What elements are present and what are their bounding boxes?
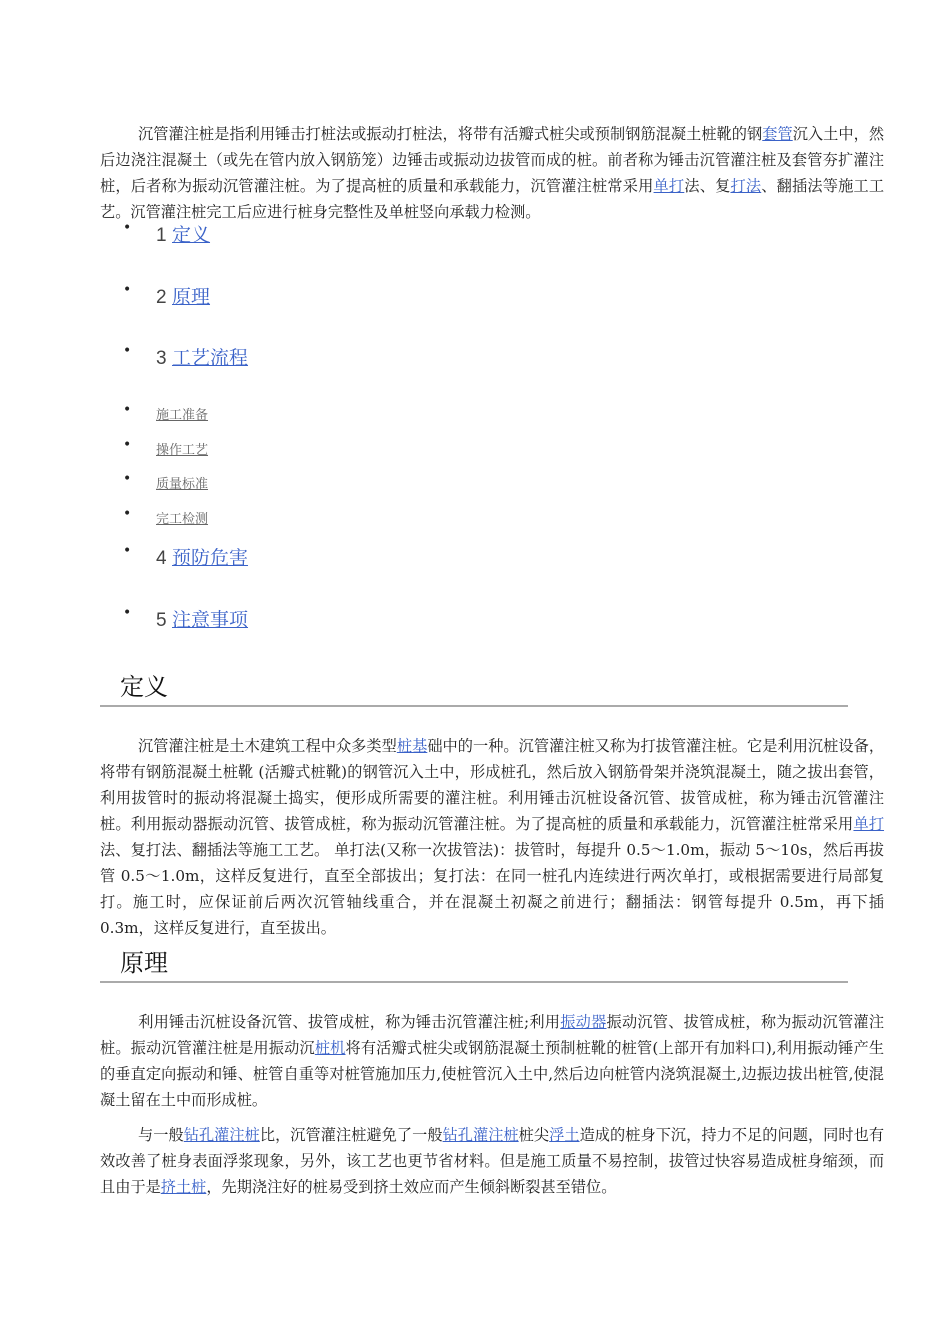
- bullet-icon: •: [123, 282, 132, 298]
- link-drive-method[interactable]: 打法: [730, 177, 762, 195]
- link-bored-pile[interactable]: 钻孔灌注桩: [442, 1126, 519, 1144]
- intro-paragraph: 沉管灌注桩是指利用锤击打桩法或振动打桩法，将带有活瓣式桩尖或预制钢筋混凝土桩靴的钢套管沉入土中，然后边浇注混凝土（或先在管内放入钢筋笼）边锤击或振动边拔管而成的桩。前者称为锤击沉管灌注桩及套管夯扩灌注桩，后者称为振动沉管灌注桩。为了提高桩的质量和承载能力，沉管灌注桩常采用单打法、复打法、翻插法等施工工艺。沉管灌注桩完工后应进行桩身完整性及单桩竖向承载力检测。: [100, 125, 885, 221]
- section-heading-definition: 定义: [100, 667, 848, 707]
- link-single-drive[interactable]: 单打: [853, 815, 885, 833]
- bullet-icon: •: [123, 437, 132, 453]
- link-displacement-pile[interactable]: 挤土桩: [160, 1178, 207, 1196]
- link-pile-driver[interactable]: 桩机: [314, 1039, 346, 1057]
- principle-paragraph-1: 利用锤击沉桩设备沉管、拔管成桩，称为锤击沉管灌注桩;利用振动器振动沉管、拔管成桩，称为振动沉管灌注桩。振动沉管灌注桩是用振动沉桩机将有活瓣式桩尖或钢筋混凝土预制桩靴的桩管(上部开有加料口),利用振动锤产生的垂直定向振动和锤、桩管自重等对桩管施加压力,使桩管沉入土中,然后边向桩管内浇筑混凝土,边振边拔出桩管,使混凝土留在土中而形成桩。: [100, 1013, 885, 1109]
- bullet-icon: •: [123, 402, 132, 418]
- bullet-icon: •: [123, 506, 132, 522]
- document-page: 沉管灌注桩是指利用锤击打桩法或振动打桩法，将带有活瓣式桩尖或预制钢筋混凝土桩靴的钢套管沉入土中，然后边浇注混凝土（或先在管内放入钢筋笼）边锤击或振动边拔管而成的桩。前者称为锤击沉管灌注桩及套管夯扩灌注桩，后者称为振动沉管灌注桩。为了提高桩的质量和承载能力，沉管灌注桩常采用单打法、复打法、翻插法等施工工艺。沉管灌注桩完工后应进行桩身完整性及单桩竖向承载力检测。 • 1 定义 • 2 原理 • 3 工艺流程 • 施工准备 • 操作工艺 • 质量标准 • 完工检测 • 4 预防危害 • 5 注意事项 定义 沉管灌注桩是土木建筑工程中众多类型桩基础中的一种。沉管灌注桩又称为打拔管灌注桩。它是利用沉桩设备，将带有钢筋混凝土桩靴 (活瓣式桩靴)的钢管沉入土中，形成桩孔，然后放入钢筋骨架并浇筑混凝土，随之拔出套管，利用拔管时的振动将混凝土捣实，便形成所需要的灌注桩。利用锤击沉桩设备沉管、拔管成桩，称为锤击沉管灌注桩。利用振动器振动沉管、拔管成桩，称为振动沉管灌注桩。为了提高桩的质量和承载能力，沉管灌注桩常采用单打法、复打法、翻插法等施工工艺。 单打法(又称一次拔管法)：拔管时，每提升 0.5～1.0m，振动 5～10s，然后再拔管 0.5～1.0m，这样反复进行，直至全部拔出；复打法：在同一桩孔内连续进行两次单打，或根据需要进行局部复打。施工时，应保证前后两次沉管轴线重合，并在混凝土初凝之前进行；翻插法：钢管每提升 0.5m，再下插 0.3m，这样反复进行，直至拔出。 原理 利用锤击沉桩设备沉管、拔管成桩，称为锤击沉管灌注桩;利用振动器振动沉管、拔管成桩，称为振动沉管灌注桩。振动沉管灌注桩是用振动沉桩机将有活瓣式桩尖或钢筋混凝土预制桩靴的桩管(上部开有加料口),利用振动锤产生的垂直定向振动和锤、桩管自重等对桩管施加压力,使桩管沉入土中,然后边向桩管内浇筑混凝土,边振边拔出桩管,使混凝土留在土中而形成桩。 与一般钻孔灌注桩比，沉管灌注桩避免了一般钻孔灌注桩桩尖浮土造成的桩身下沉，持力不足的问题，同时也有效改善了桩身表面浮浆现象，另外，该工艺也更节省材料。但是施工质量不易控制，拔管过快容易造成桩身缩颈，而且由于是挤土桩，先期浇注好的桩易受到挤土效应而产生倾斜断裂甚至错位。: [0, 0, 950, 1344]
- definition-paragraph: 沉管灌注桩是土木建筑工程中众多类型桩基础中的一种。沉管灌注桩又称为打拔管灌注桩。它是利用沉桩设备，将带有钢筋混凝土桩靴 (活瓣式桩靴)的钢管沉入土中，形成桩孔，然后放入钢筋骨架并浇筑混凝土，随之拔出套管，利用拔管时的振动将混凝土捣实，便形成所需要的灌注桩。利用锤击沉桩设备沉管、拔管成桩，称为锤击沉管灌注桩。利用振动器振动沉管、拔管成桩，称为振动沉管灌注桩。为了提高桩的质量和承载能力，沉管灌注桩常采用单打法、复打法、翻插法等施工工艺。 单打法(又称一次拔管法)：拔管时，每提升 0.5～1.0m，振动 5～10s，然后再拔管 0.5～1.0m，这样反复进行，直至全部拔出；复打法：在同一桩孔内连续进行两次单打，或根据需要进行局部复打。施工时，应保证前后两次沉管轴线重合，并在混凝土初凝之前进行；翻插法：钢管每提升 0.5m，再下插 0.3m，这样反复进行，直至拔出。: [100, 737, 885, 937]
- section-heading-principle: 原理: [100, 943, 848, 983]
- bullet-icon: •: [123, 543, 132, 559]
- link-bored-pile[interactable]: 钻孔灌注桩: [183, 1126, 260, 1144]
- bullet-icon: •: [123, 471, 132, 487]
- link-vibrator[interactable]: 振动器: [560, 1013, 607, 1031]
- bullet-icon: •: [123, 343, 132, 359]
- bullet-icon: •: [123, 605, 132, 621]
- principle-paragraph-2: 与一般钻孔灌注桩比，沉管灌注桩避免了一般钻孔灌注桩桩尖浮土造成的桩身下沉，持力不足的问题，同时也有效改善了桩身表面浮浆现象，另外，该工艺也更节省材料。但是施工质量不易控制，拔管过快容易造成桩身缩颈，而且由于是挤土桩，先期浇注好的桩易受到挤土效应而产生倾斜断裂甚至错位。: [100, 1126, 885, 1196]
- link-casing[interactable]: 套管: [762, 125, 793, 143]
- bullet-icon: •: [123, 220, 132, 236]
- link-loose-soil[interactable]: 浮土: [549, 1126, 580, 1144]
- link-pile-foundation[interactable]: 桩基: [396, 737, 428, 755]
- link-single-drive[interactable]: 单打: [653, 177, 685, 195]
